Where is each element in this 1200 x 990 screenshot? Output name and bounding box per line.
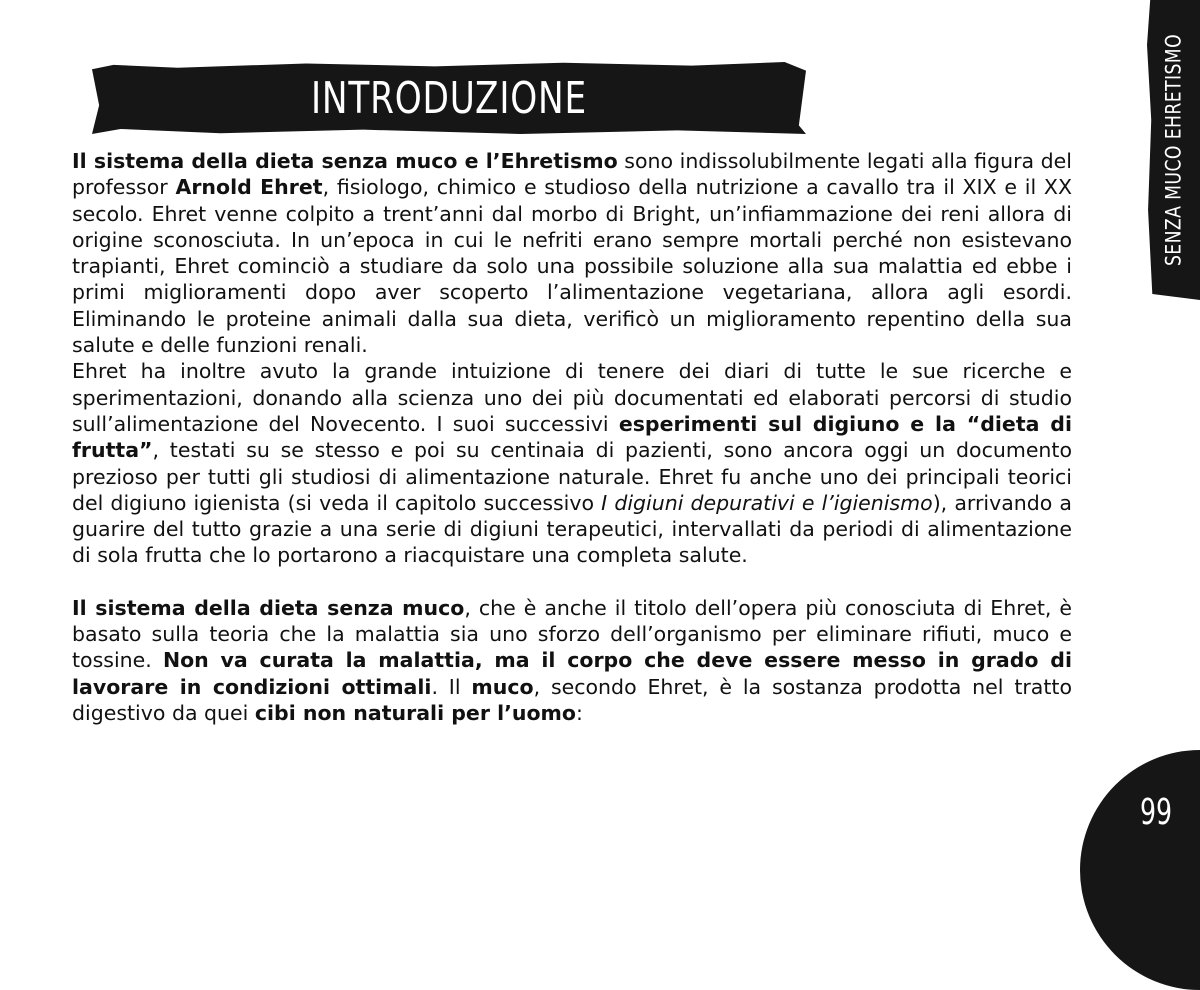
- text-run: :: [576, 700, 583, 725]
- paragraph-p1: [72, 148, 1072, 358]
- page-corner-decoration: [1080, 750, 1200, 990]
- paragraph-p3: [72, 595, 1072, 726]
- page-number: 99: [1139, 792, 1173, 833]
- paragraph-p2: [72, 358, 1072, 568]
- chapter-side-label-wrap: [1147, 0, 1200, 300]
- bold-text: cibi non naturali per l’uomo: [254, 700, 577, 725]
- text-run: ), arrivando a guarire del tutto grazie a una serie di digiuni terapeutici, intervallati da periodi di alimentazione di sola frutta che lo portarono a riacquistare una completa salute.: [72, 490, 1072, 568]
- bold-text: Il sistema della dieta senza muco: [72, 595, 465, 620]
- chapter-side-label: SENZA MUCO EHRETISMO: [1161, 33, 1186, 267]
- bold-text: esperimenti sul digiuno e la “dieta di frutta”: [72, 411, 1072, 463]
- text-run: , che è anche il titolo dell’opera più conosciuta di Ehret, è basato sulla teoria che la malattia sia uno sforzo dell’organismo per eliminare rifiuti, muco e tossine.: [72, 595, 1072, 673]
- text-run: Ehret ha inoltre avuto la grande intuizione di tenere dei diari di tutte le sue ricerche e sperimentazioni, donando alla scienza uno dei più documentati ed elaborati percorsi di studio sull’alimentazione del Novecento. I suoi successivi: [72, 359, 1072, 436]
- text-run: , fisiologo, chimico e studioso della nutrizione a cavallo tra il XIX e il XX secolo. Ehret venne colpito a trent’anni dal morbo di Bright, un’infiammazione dei reni allora di origine sconosciuta. In un’epoca in cui le nefriti erano sempre mortali perché non esistevano trapianti, Ehret cominciò a studiare da solo una possibile soluzione alla sua malattia ed ebbe i primi miglioramenti dopo aver scoperto l’alimentazione vegetariana, allora agli esordi. Eliminando le proteine animali dalla sua dieta, verificò un miglioramento repentino della sua salute e delle funzioni renali.: [72, 175, 1072, 358]
- bold-text: muco: [471, 674, 534, 699]
- body-text: [72, 148, 1072, 726]
- text-run: , secondo Ehret, è la sostanza prodotta nel tratto digestivo da quei: [72, 674, 1072, 725]
- text-run: . Il: [431, 674, 472, 699]
- text-run: , testati su se stesso e poi su centinaia di pazienti, sono ancora oggi un documento prezioso per tutti gli studiosi di alimentazione naturale. Ehret fu anche uno dei principali teorici del digiuno igienista (si veda il capitolo successivo: [72, 438, 1072, 515]
- bold-text: Il sistema della dieta senza muco e l’Ehretismo: [72, 149, 618, 173]
- page-title: INTRODUZIONE: [311, 72, 587, 124]
- italic-text: I digiuni depurativi e l’igienismo: [601, 490, 933, 515]
- bold-text: Arnold Ehret: [175, 175, 323, 200]
- text-run: sono indissolubilmente legati alla figura del professor: [72, 149, 1072, 200]
- bold-text: Non va curata la malattia, ma il corpo che deve essere messo in grado di lavorare in condizioni ottimali: [72, 648, 1072, 699]
